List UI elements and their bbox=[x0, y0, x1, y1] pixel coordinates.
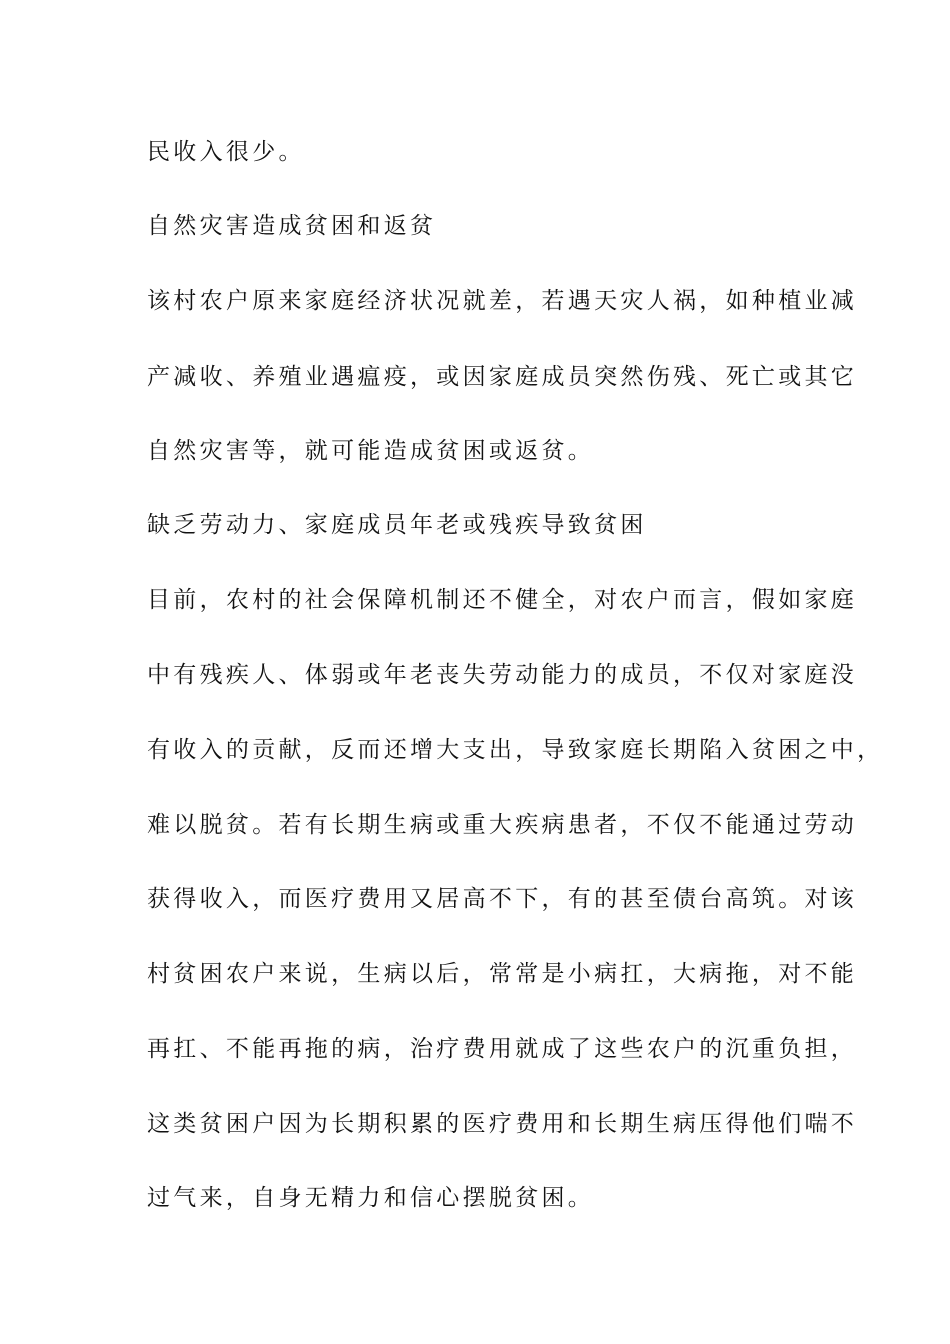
paragraph-line: 目前，农村的社会保障机制还不健全，对农户而言，假如家庭 bbox=[147, 587, 858, 613]
paragraph-line: 获得收入，而医疗费用又居高不下，有的甚至债台高筑。对该 bbox=[147, 886, 858, 912]
paragraph-line: 村贫困农户来说，生病以后，常常是小病扛，大病拖，对不能 bbox=[147, 961, 858, 987]
paragraph-continuation-line: 民收入很少。 bbox=[147, 139, 305, 165]
paragraph-line: 中有残疾人、体弱或年老丧失劳动能力的成员，不仅对家庭没 bbox=[147, 662, 858, 688]
paragraph-line: 有收入的贡献，反而还增大支出，导致家庭长期陷入贫困之中， bbox=[147, 737, 884, 763]
paragraph-line: 自然灾害等，就可能造成贫困或返贫。 bbox=[147, 438, 595, 464]
section-heading-natural-disaster: 自然灾害造成贫困和返贫 bbox=[147, 213, 437, 239]
paragraph-line: 难以脱贫。若有长期生病或重大疾病患者，不仅不能通过劳动 bbox=[147, 812, 858, 838]
paragraph-line: 过气来，自身无精力和信心摆脱贫困。 bbox=[147, 1185, 595, 1211]
paragraph-line: 该村农户原来家庭经济状况就差，若遇天灾人祸，如种植业减 bbox=[147, 288, 858, 314]
paragraph-line: 这类贫困户因为长期积累的医疗费用和长期生病压得他们喘不 bbox=[147, 1111, 858, 1137]
paragraph-line: 再扛、不能再拖的病，治疗费用就成了这些农户的沉重负担， bbox=[147, 1036, 858, 1062]
section-heading-labor-shortage: 缺乏劳动力、家庭成员年老或残疾导致贫困 bbox=[147, 512, 647, 538]
paragraph-line: 产减收、养殖业遇瘟疫，或因家庭成员突然伤残、死亡或其它 bbox=[147, 364, 858, 390]
